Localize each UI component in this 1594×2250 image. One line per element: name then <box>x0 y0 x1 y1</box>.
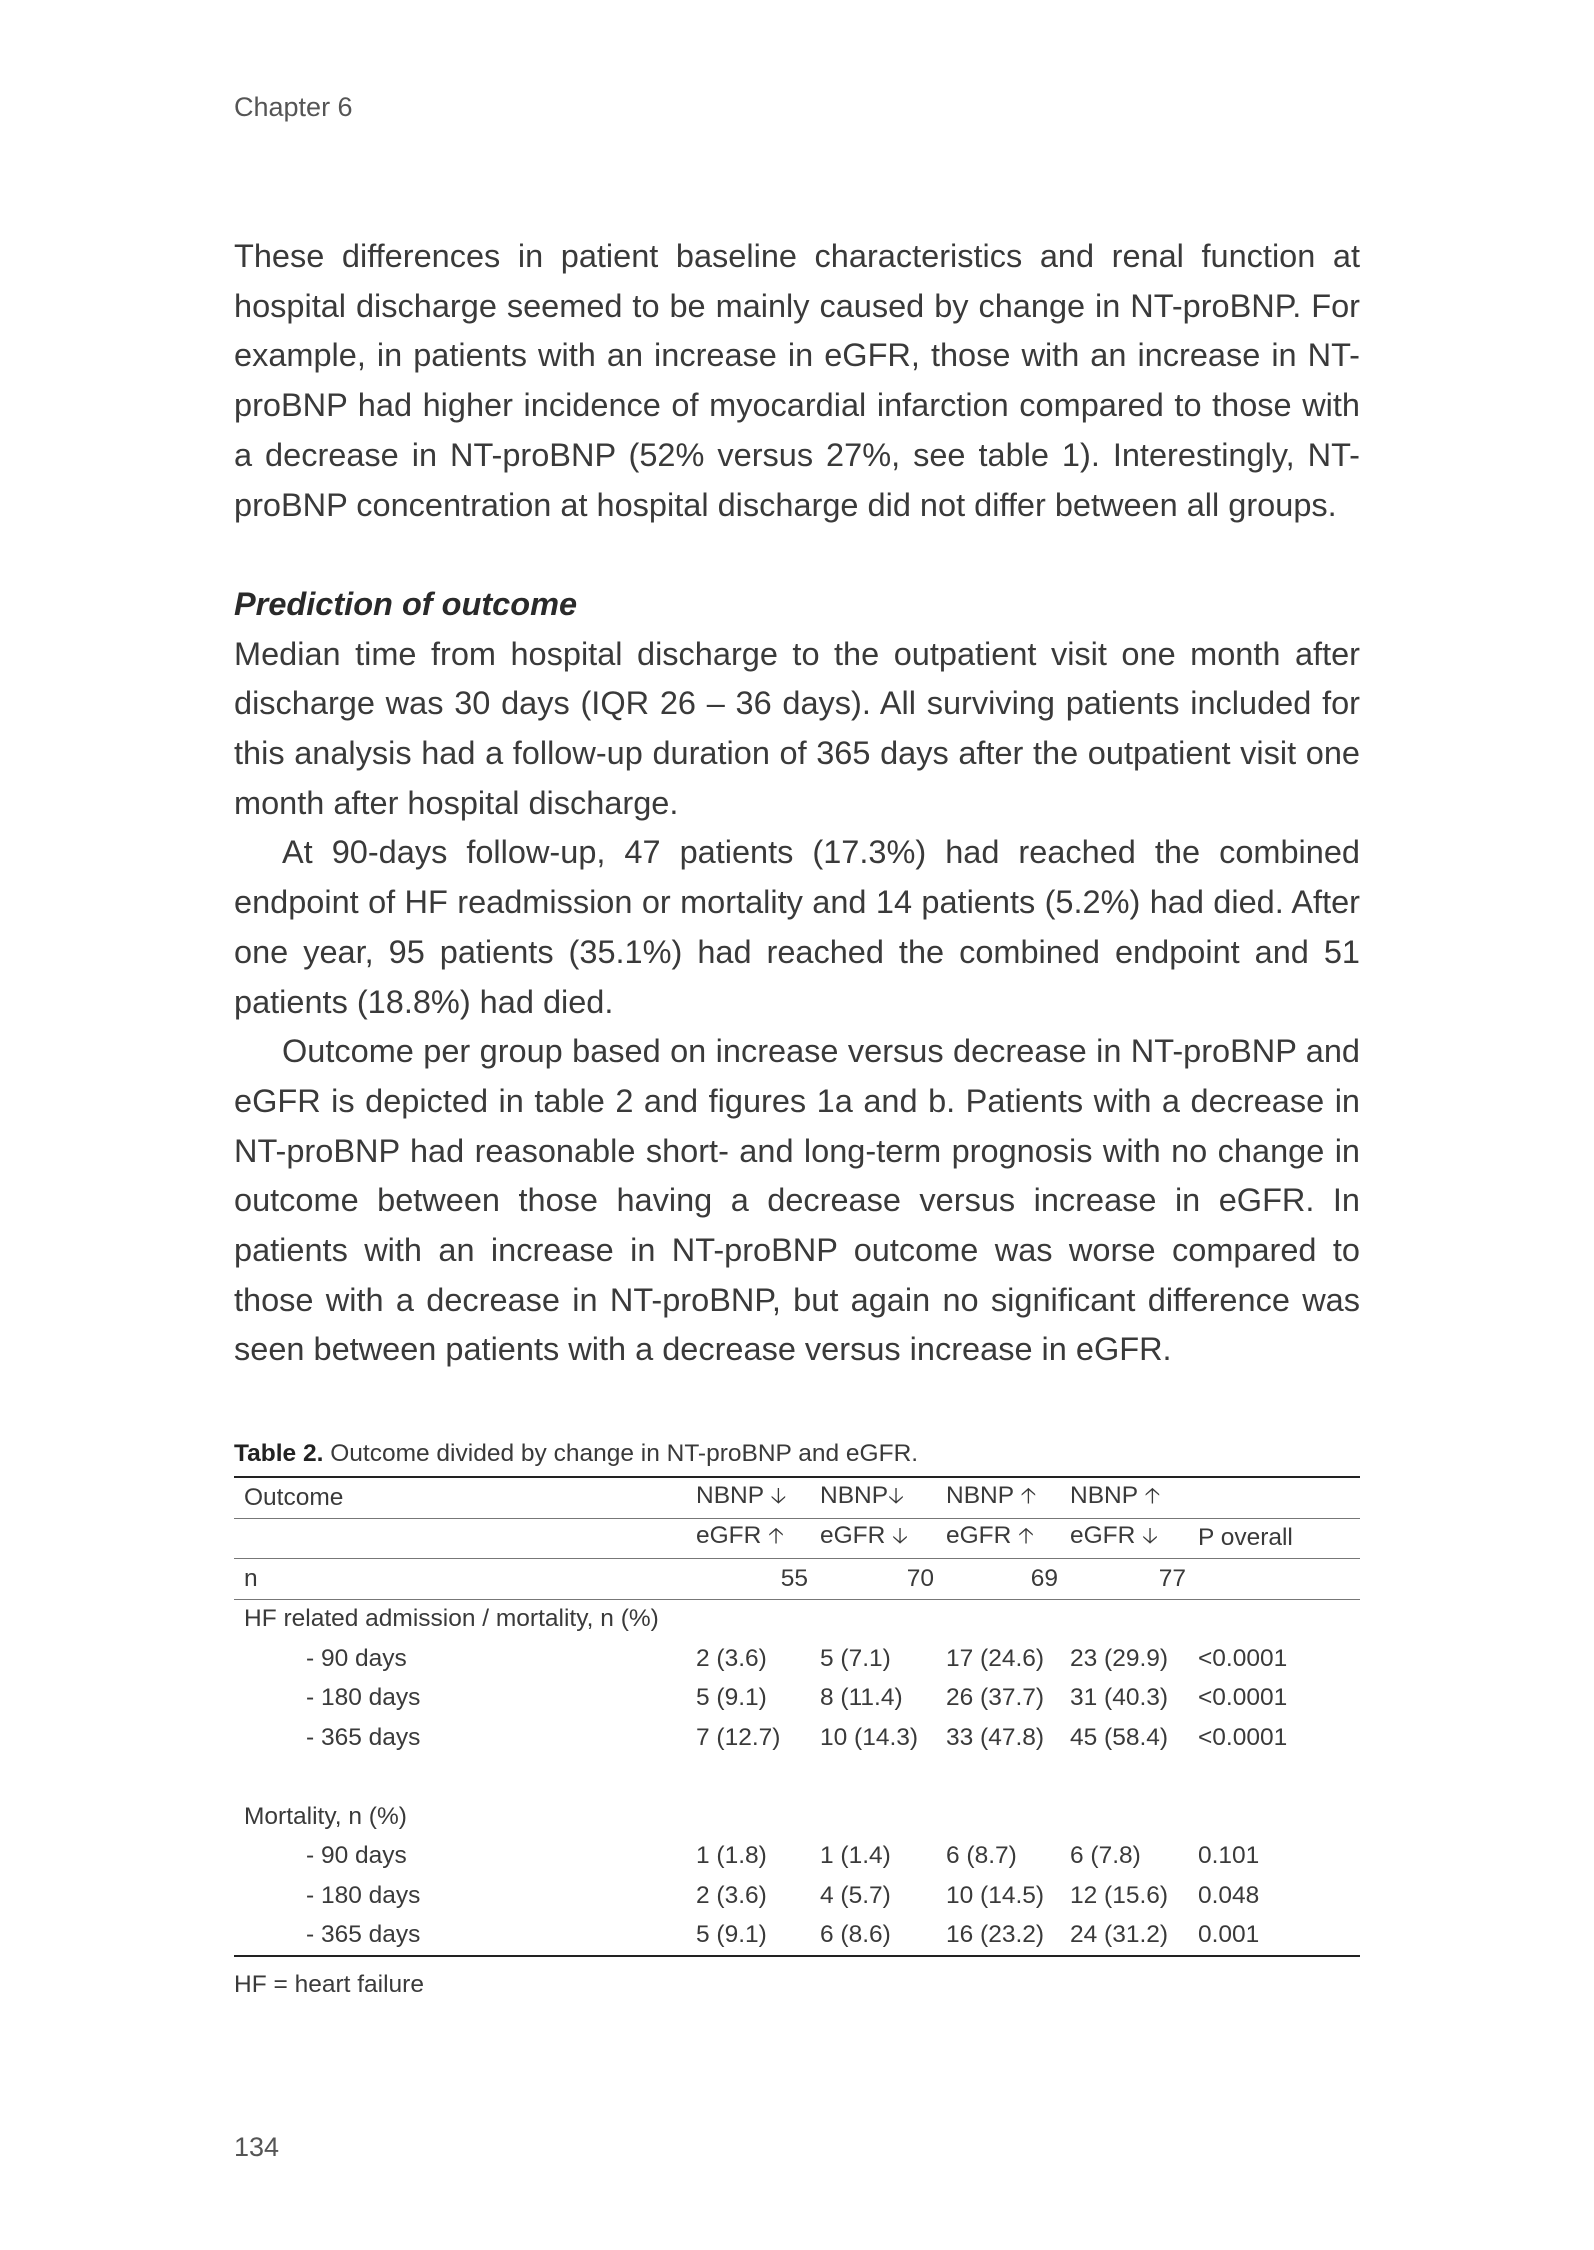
arrow-down-icon: 🡣 <box>892 1524 908 1550</box>
cell-value: 23 (29.9) <box>1070 1644 1169 1672</box>
body-text <box>234 232 1360 1375</box>
table-row <box>234 1679 1360 1719</box>
header-p-overall: P overall <box>1198 1518 1360 1559</box>
outcome-table <box>234 1476 1360 1957</box>
cell-p-value: 0.048 <box>1198 1881 1260 1909</box>
table-row <box>234 1718 1360 1758</box>
cell-p-value: <0.0001 <box>1198 1644 1288 1672</box>
header-empty <box>1198 1477 1360 1518</box>
running-header: Chapter 6 <box>234 92 353 122</box>
header-outcome: Outcome <box>234 1477 696 1518</box>
row-label: - 180 days <box>306 1684 421 1712</box>
cell-value: 69 <box>946 1559 1070 1600</box>
cell-value: 16 (23.2) <box>946 1921 1045 1949</box>
cell-value: 45 (58.4) <box>1070 1723 1169 1751</box>
paragraph-3: At 90-days follow-up, 47 patients (17.3%) had reached the combined endpoint of HF readmission or mortality and 14 patients (5.2%) had died. After one year, 95 patients (35.1%) had reached the combined endpoint and 51 patients (18.8%) had died. <box>234 834 1360 1020</box>
cell-value: 24 (31.2) <box>1070 1921 1169 1949</box>
table-caption-text: Outcome divided by change in NT-proBNP and eGFR. <box>323 1440 919 1467</box>
header-group-2-egfr: eGFR 🡣 <box>820 1518 946 1559</box>
cell-value: 2 (3.6) <box>696 1881 767 1909</box>
cell-value: 10 (14.3) <box>820 1723 919 1751</box>
cell-value: 6 (7.8) <box>1070 1842 1141 1870</box>
cell-p-value: 0.001 <box>1198 1921 1260 1949</box>
row-label: - 90 days <box>306 1842 407 1870</box>
cell-value: 5 (9.1) <box>696 1684 767 1712</box>
cell-value: 7 (12.7) <box>696 1723 781 1751</box>
cell-value: 77 <box>1070 1559 1198 1600</box>
row-label: - 365 days <box>306 1921 421 1949</box>
arrow-down-icon: 🡣 <box>770 1483 787 1509</box>
cell-value: 6 (8.7) <box>946 1842 1017 1870</box>
spacer-row <box>234 1758 1360 1798</box>
arrow-up-icon: 🡡 <box>768 1524 784 1550</box>
table-header-row-1 <box>234 1477 1360 1518</box>
arrow-up-icon: 🡡 <box>1018 1524 1034 1550</box>
cell-p-value: <0.0001 <box>1198 1684 1288 1712</box>
table-row <box>234 1916 1360 1957</box>
header-group-4-nbnp: NBNP 🡡 <box>1070 1477 1198 1518</box>
cell-value: 31 (40.3) <box>1070 1684 1169 1712</box>
table-row <box>234 1837 1360 1877</box>
section-title: HF related admission / mortality, n (%) <box>244 1605 659 1633</box>
table-header-row-2 <box>234 1518 1360 1559</box>
cell-value: 4 (5.7) <box>820 1881 891 1909</box>
arrow-down-icon: 🡣 <box>1142 1524 1158 1550</box>
cell-value: 55 <box>696 1559 820 1600</box>
paragraph-1: These differences in patient baseline characteristics and renal function at hospital discharge seemed to be mainly caused by change in NT-proBNP. For example, in patients with an increase in eGFR, those with an increase in NT-proBNP had higher incidence of myocardial infarction compared to those with a decrease in NT-proBNP (52% versus 27%, see table 1). Interestingly, NT-proBNP concentration at hospital discharge did not differ between all groups. <box>234 238 1360 523</box>
section-subheading: Prediction of outcome <box>234 585 578 622</box>
cell-value: 12 (15.6) <box>1070 1881 1169 1909</box>
table-caption-label: Table 2. <box>234 1440 324 1467</box>
header-group-1-nbnp: NBNP 🡣 <box>696 1477 820 1518</box>
header-group-1-egfr: eGFR 🡡 <box>696 1518 820 1559</box>
header-group-3-nbnp: NBNP 🡡 <box>946 1477 1070 1518</box>
arrow-up-icon: 🡡 <box>1020 1483 1037 1509</box>
header-group-3-egfr: eGFR 🡡 <box>946 1518 1070 1559</box>
cell-empty <box>1198 1559 1360 1600</box>
table-row <box>234 1876 1360 1916</box>
table-2 <box>234 1432 1360 2005</box>
cell-value: 26 (37.7) <box>946 1684 1045 1712</box>
section-title-row <box>234 1797 1360 1837</box>
cell-value: 1 (1.4) <box>820 1842 891 1870</box>
cell-value: 6 (8.6) <box>820 1921 891 1949</box>
cell-value: 2 (3.6) <box>696 1644 767 1672</box>
page-number: 134 <box>234 2132 280 2162</box>
cell-value: 5 (7.1) <box>820 1644 891 1672</box>
cell-p-value: <0.0001 <box>1198 1723 1288 1751</box>
table-caption <box>234 1432 1360 1476</box>
row-label: - 365 days <box>306 1723 421 1751</box>
paragraph-4: Outcome per group based on increase versus decrease in NT-proBNP and eGFR is depicted in table 2 and figures 1a and b. Patients with a decrease in NT-proBNP had reasonable short- and long-term prognosis with no change in outcome between those having a decrease versus increase in eGFR. In patients with an increase in NT-proBNP outcome was worse compared to those with a decrease in NT-proBNP, but again no significant difference was seen between patients with a decrease versus increase in eGFR. <box>234 1033 1360 1368</box>
cell-p-value: 0.101 <box>1198 1842 1260 1870</box>
cell-value: 17 (24.6) <box>946 1644 1045 1672</box>
cell-value: 8 (11.4) <box>820 1684 903 1712</box>
cell-value: 10 (14.5) <box>946 1881 1045 1909</box>
table-row <box>234 1639 1360 1679</box>
arrow-up-icon: 🡡 <box>1144 1483 1161 1509</box>
row-label: - 90 days <box>306 1644 407 1672</box>
table-row-n <box>234 1559 1360 1600</box>
section-title-row <box>234 1599 1360 1639</box>
table-footnote: HF = heart failure <box>234 1971 424 1998</box>
cell-value: 1 (1.8) <box>696 1842 767 1870</box>
cell-value: 5 (9.1) <box>696 1921 767 1949</box>
header-group-4-egfr: eGFR 🡣 <box>1070 1518 1198 1559</box>
header-empty <box>234 1518 696 1559</box>
paragraph-2: Median time from hospital discharge to the outpatient visit one month after discharge was 30 days (IQR 26 – 36 days). All surviving patients included for this analysis had a follow-up duration of 365 days after the outpatient visit one month after hospital discharge. <box>234 635 1360 821</box>
arrow-down-icon: 🡣 <box>888 1483 904 1509</box>
header-group-2-nbnp: NBNP🡣 <box>820 1477 946 1518</box>
cell-value: 70 <box>820 1559 946 1600</box>
row-label: n <box>234 1559 696 1600</box>
section-title: Mortality, n (%) <box>244 1802 407 1830</box>
row-label: - 180 days <box>306 1881 421 1909</box>
cell-value: 33 (47.8) <box>946 1723 1045 1751</box>
